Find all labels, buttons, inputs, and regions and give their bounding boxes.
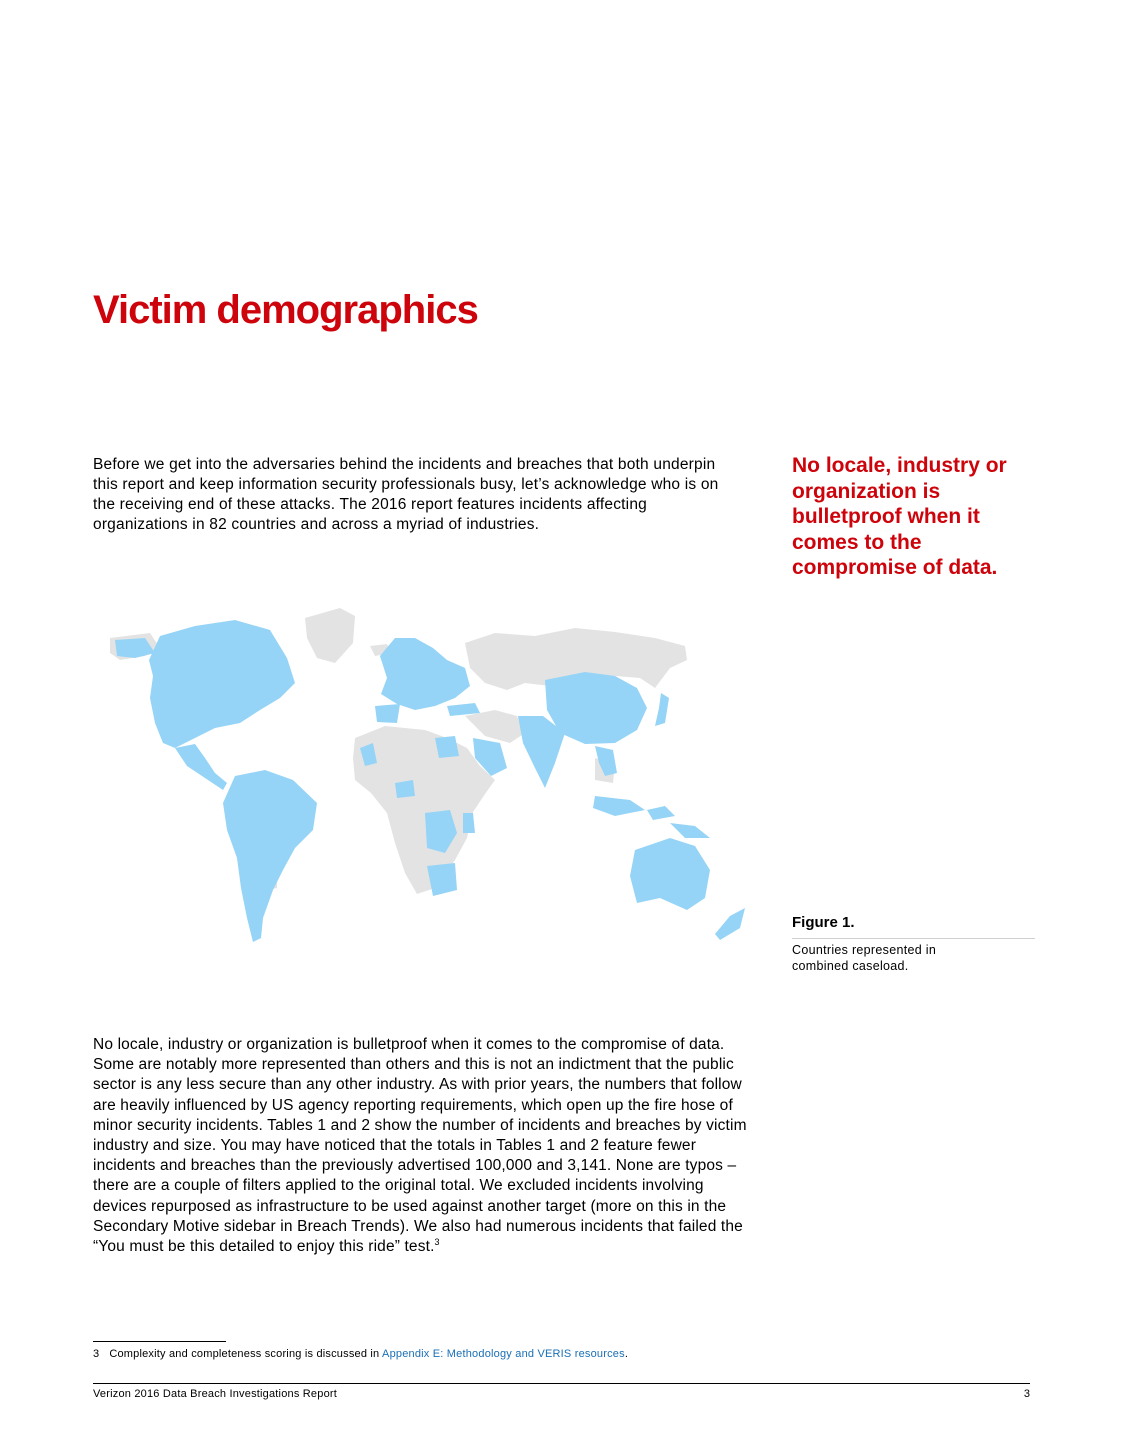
footnote-text: Complexity and completeness scoring is discussed in: [109, 1348, 380, 1360]
footnote-divider: [93, 1341, 226, 1342]
footer-divider: [93, 1383, 1030, 1384]
figure-divider: [792, 938, 1035, 939]
footnote: [93, 1348, 628, 1360]
body-text: No locale, industry or organization is bulletproof when it comes to the compromise of data. Some are notably more represented than others and this is not an indictment that the public sector is any less secure than any other industry. As with prior years, the numbers that follow are heavily influenced by US agency reporting requirements, which open up the fire hose of minor security incidents. Tables 1 and 2 show the number of incidents and breaches by victim industry and size. You may have noticed that the totals in Tables 1 and 2 feature fewer incidents and breaches than the previously advertised 100,000 and 3,141. None are typos – there are a couple of filters applied to the original total. We excluded incidents involving devices repurposed as infrastructure to be used against another target (more on this in the Secondary Motive sidebar in Breach Trends). We also had numerous incidents that failed the “You must be this detailed to enjoy this ride” test.: [93, 1036, 747, 1256]
intro-paragraph: Before we get into the adversaries behind the incidents and breaches that both underpin this report and keep information security professionals busy, let’s acknowledge who is on the receiving end of these attacks. The 2016 report features incidents affecting organizations in 82 countries and across a myriad of industries.: [93, 456, 719, 533]
figure-caption: Countries represented in combined caseload.: [792, 943, 937, 973]
body-paragraph: [93, 1035, 753, 1257]
page-title: Victim demographics: [93, 288, 478, 332]
appendix-link[interactable]: Appendix E: Methodology and VERIS resources: [382, 1348, 625, 1360]
pull-quote: No locale, industry or organization is bulletproof when it comes to the compromise of data.: [792, 454, 1007, 579]
footer-report-title: Verizon 2016 Data Breach Investigations Report: [93, 1388, 338, 1400]
footnote-end: .: [624, 1348, 629, 1360]
world-map: [55, 598, 775, 988]
footnote-number: 3: [93, 1348, 100, 1360]
page-number: 3: [1023, 1388, 1030, 1400]
footnote-reference[interactable]: 3: [434, 1236, 440, 1247]
figure-title: Figure 1.: [792, 914, 855, 931]
